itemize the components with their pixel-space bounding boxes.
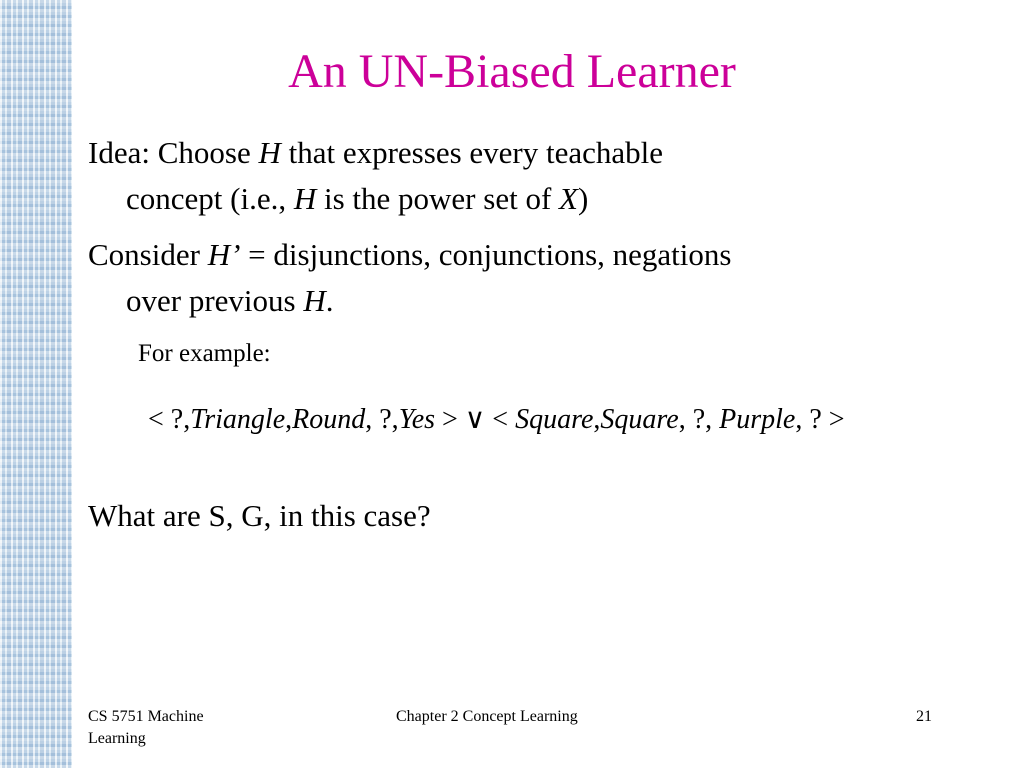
formula-part: Purple: [719, 404, 796, 435]
footer-chapter: Chapter 2 Concept Learning: [396, 708, 578, 725]
bullet-idea-text-3: concept (i.e.,: [126, 181, 294, 216]
formula-part: , ?,: [365, 404, 399, 435]
bullet-consider-h: H: [303, 283, 326, 318]
bullet-idea-text-1: Idea: Choose: [88, 135, 259, 170]
slide-title: An UN-Biased Learner: [288, 45, 736, 98]
bullet-idea-h: H: [258, 135, 281, 170]
bullet-consider-text-4: .: [325, 283, 334, 318]
sub-bullet-example: For example:: [138, 340, 271, 367]
bullet-idea-continuation: [88, 176, 948, 222]
bullet-idea-text-2: that expresses every teachable: [280, 135, 664, 170]
footer-page-number: 21: [916, 708, 932, 725]
formula-part: < ?,: [148, 404, 191, 435]
bullet-consider-text-1: Consider: [88, 237, 208, 272]
bullet-consider-continuation: [88, 278, 948, 324]
formula-part: Round: [292, 404, 366, 435]
formula-part: Square: [515, 404, 594, 435]
formula-part: Triangle: [190, 404, 286, 435]
bullet-consider: [88, 232, 948, 324]
bullet-consider-hprime: H’: [207, 237, 241, 272]
formula-part: > ∨ <: [435, 404, 516, 435]
bullet-idea-text-4: is the power set of: [316, 181, 560, 216]
question-text: What are S, G, in this case?: [88, 498, 431, 533]
bullet-idea-x: X: [559, 181, 578, 216]
decorative-side-strip: [0, 0, 72, 768]
bullet-idea-text-5: ): [577, 181, 589, 216]
bullet-consider-text-2: = disjunctions, conjunctions, negations: [240, 237, 732, 272]
formula-part: , ?,: [678, 404, 720, 435]
formula-part: ,: [285, 404, 293, 435]
formula-part: ,: [593, 404, 601, 435]
bullet-idea: [88, 130, 948, 222]
bullet-idea-h2: H: [293, 181, 317, 216]
formula-part: Square: [600, 404, 679, 435]
formula-part: Yes: [398, 404, 436, 435]
bullet-consider-text-3: over previous: [126, 283, 304, 318]
footer-course: CS 5751 Machine Learning: [88, 708, 204, 747]
example-formula: [148, 402, 845, 436]
formula-part: , ? >: [795, 404, 845, 435]
